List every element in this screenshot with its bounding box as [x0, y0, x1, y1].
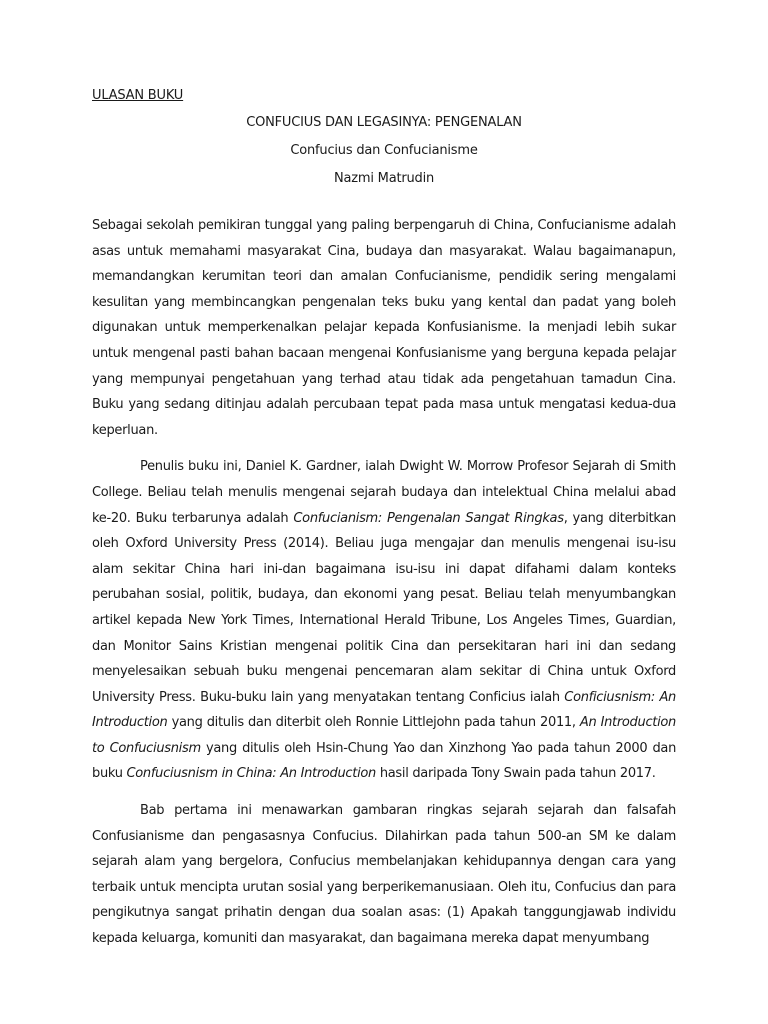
paragraph-2	[92, 454, 676, 787]
document-title: CONFUCIUS DAN LEGASINYA: PENGENALAN	[246, 115, 522, 130]
paragraph-2-part-g: yang ditulis oleh Hsin-Chung Yao dan Xinzhong Yao pada tahun 2000 dan buku	[92, 740, 677, 782]
book-title-confucianism-ringkas: Confucianism: Pengenalan Sangat Ringkas	[293, 510, 564, 526]
paragraph-2-part-i: hasil daripada Tony Swain pada tahun 2017.	[375, 766, 656, 782]
paragraph-2-part-a: Penulis buku ini, Daniel K. Gardner, ialah Dwight W. Morrow Profesor Sejarah di Smith College. Beliau telah menulis mengenai sejarah budaya dan intelektual China melalui abad ke-20. Buku terbarunya adalah	[92, 459, 676, 526]
book-title-conficiusnism-introduction: Conficiusnism: An Introduction	[92, 689, 677, 731]
book-title-introduction-confuciusnism: An Introduction to Confuciusnism	[92, 715, 676, 756]
book-title-confuciusnism-in-china: Confuciusnism in China: An Introduction	[126, 766, 376, 782]
document-author: Nazmi Matrudin	[333, 171, 435, 186]
document-subtitle: Confucius dan Confucianisme	[290, 143, 478, 158]
paragraph-3: Bab pertama ini menawarkan gambaran ringkas sejarah sejarah dan falsafah Confusianisme dan pengasasnya Confucius. Dilahirkan pada tahun 500-an SM ke dalam sejarah alam yang bergelora, Confucius membelanjakan kehidupannya dengan cara yang terbaik untuk mencipta urutan sosial yang berperikemanusiaan. Oleh itu, Confucius dan para pengikutnya sangat prihatin dengan dua soalan asas: (1) Apakah tanggungjawab individu kepada keluarga, komuniti dan masyarakat, dan bagaimana mereka dapat menyumbang	[92, 803, 676, 947]
paragraph-1: Sebagai sekolah pemikiran tunggal yang paling berpengaruh di China, Confucianisme adalah asas untuk memahami masyarakat Cina, budaya dan masyarakat. Walau bagaimanapun, memandangkan kerumitan teori dan amalan Confucianisme, pendidik sering mengalami kesulitan yang membincangkan pengenalan teks buku yang kental dan padat yang boleh digunakan untuk memperkenalkan pelajar kepada Konfusianisme. Ia menjadi lebih sukar untuk mengenal pasti bahan bacaan mengenai Konfusianisme yang berguna kepada pelajar yang mempunyai pengetahuan yang terhad atau tidak ada pengetahuan tamadun Cina. Buku yang sedang ditinjau adalah percubaan tepat pada masa untuk mengatasi kedua-dua keperluan.	[92, 218, 676, 438]
body-text	[92, 213, 676, 952]
review-label: ULASAN BUKU	[92, 88, 184, 103]
paragraph-2-part-e: yang ditulis dan diterbit oleh Ronnie Littlejohn pada tahun 2011,	[167, 715, 580, 731]
paragraph-2-part-c: , yang diterbitkan oleh Oxford University Press (2014). Beliau juga mengajar dan menulis mengenai isu-isu alam sekitar China hari ini-dan bagaimana isu-isu ini dapat difahami dalam konteks perubahan sosial, politik, budaya, dan ekonomi yang pesat. Beliau telah menyumbangkan artikel kepada New York Times, International Herald Tribune, Los Angeles Times, Guardian, dan Monitor Sains Kristian mengenai politik Cina dan persekitaran hari ini dan sedang menyelesaikan sebuah buku mengenai pencemaran alam sekitar di China untuk Oxford University Press. Buku-buku lain yang menyatakan tentang Conficius ialah	[92, 510, 676, 705]
